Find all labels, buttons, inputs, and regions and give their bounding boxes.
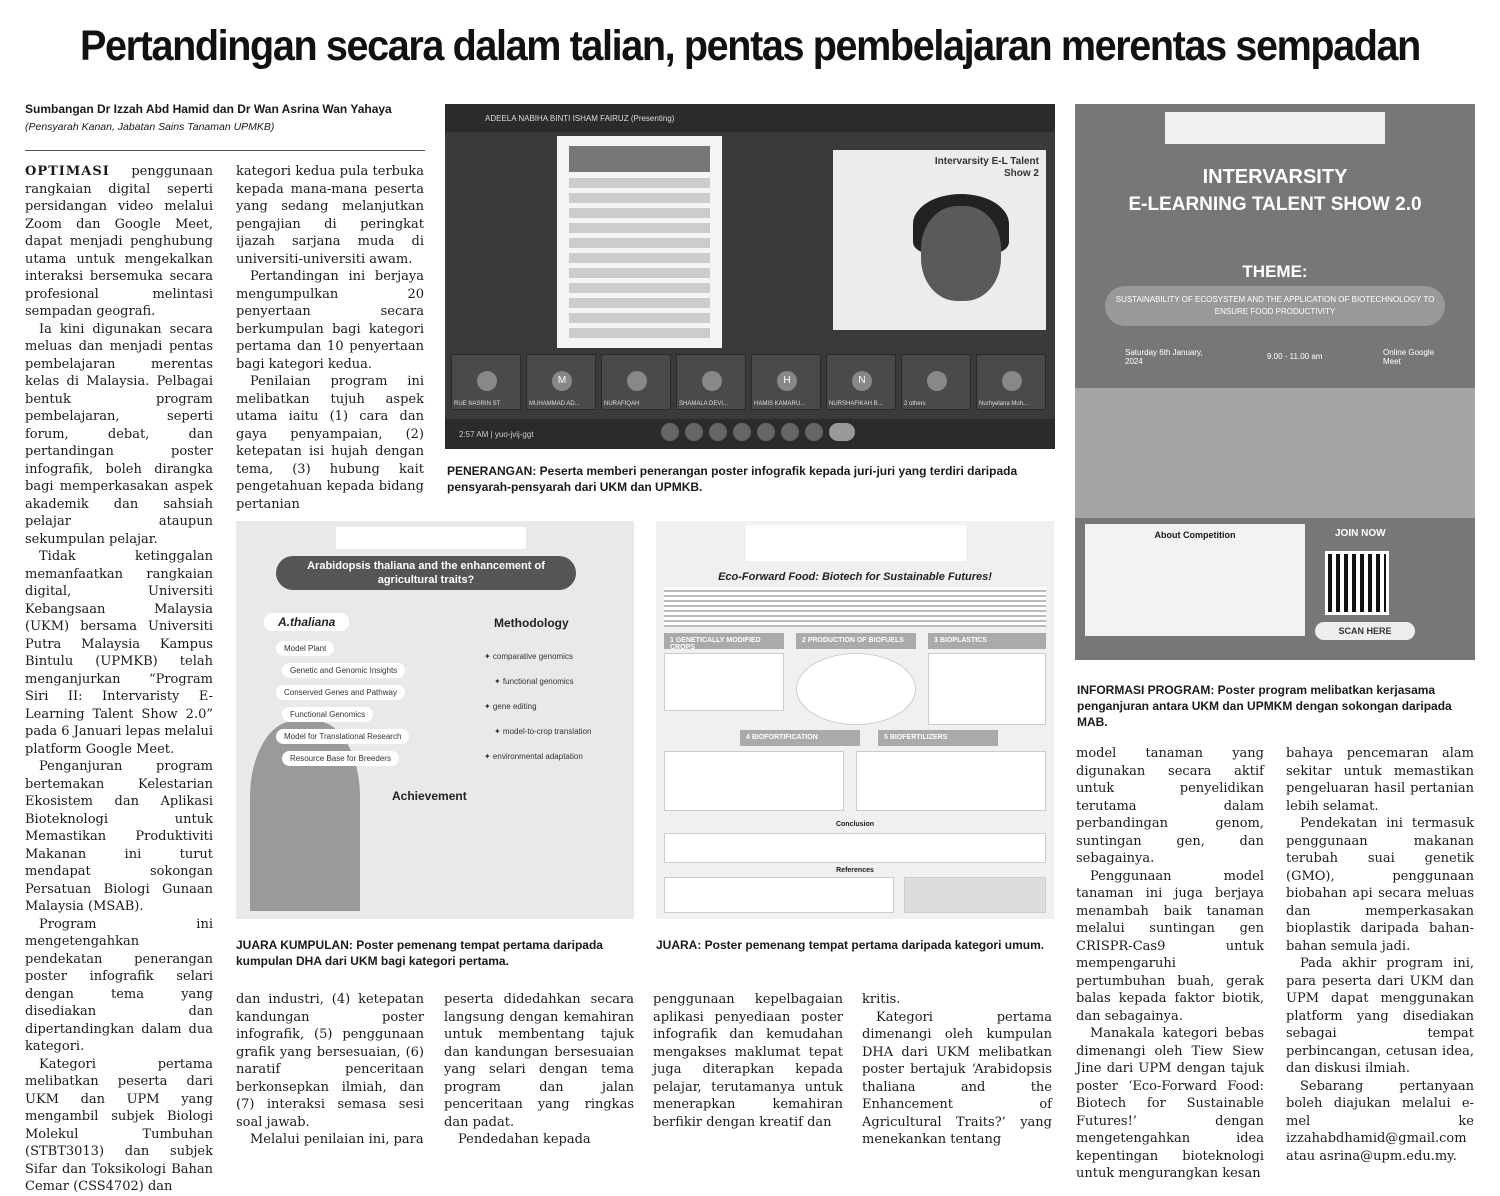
- paragraph: [653, 991, 843, 1131]
- paragraph-text: Pada akhir program ini, para peserta dari UKM dan UPM dapat menggunakan platform yang disediakan sebagai tempat perbincangan, cetusan idea, dan diskusi ilmiah.: [1286, 956, 1474, 1076]
- poster-a-methodology: Methodology: [494, 616, 569, 630]
- paragraph-text: Penilaian program ini melibatkan tujuh aspek utama iaitu (1) cara dan gaya penyampaian, (2) ketepatan isi hujah dengan tema, (3) hubung kait pengetahuan kepada bidang pertanian: [236, 374, 424, 512]
- article-column-6: [1076, 745, 1264, 1183]
- participant-name: NURSHAFIKAH B...: [829, 401, 883, 407]
- poster-a-method: ✦ functional genomics: [494, 677, 574, 686]
- participant-tile: [826, 354, 896, 410]
- paragraph: [444, 991, 634, 1131]
- step-4: 4 BIOFORTIFICATION: [740, 730, 860, 746]
- paragraph: [1286, 745, 1474, 815]
- article-column-2-top: [236, 163, 424, 513]
- captions-icon: [709, 423, 727, 441]
- end-call-icon: [829, 423, 855, 441]
- participant-tile: [526, 354, 596, 410]
- poster-a-title: Arabidopsis thaliana and the enhancement of agricultural traits?: [276, 556, 576, 590]
- paragraph-text: peserta didedahkan secara langsung dengan kemahiran untuk membentang tajuk dan kandungan bersesuaian yang selari dengan tema program dan jalan penceritaan yang ringkas dan padat.: [444, 992, 634, 1130]
- poster-a-item: Functional Genomics: [282, 707, 373, 722]
- participant-avatar: M: [552, 371, 572, 391]
- step-2: 2 PRODUCTION OF BIOFUELS: [796, 633, 916, 649]
- join-label: JOIN NOW: [1335, 528, 1386, 539]
- poster-a-item: Model for Translational Research: [276, 729, 409, 744]
- byline: Sumbangan Dr Izzah Abd Hamid dan Dr Wan Asrina Wan Yahaya: [25, 102, 392, 116]
- poster-theme: SUSTAINABILITY OF ECOSYSTEM AND THE APPLICATION OF BIOTECHNOLOGY TO ENSURE FOOD PRODUCTIVITY: [1105, 286, 1445, 326]
- poster-a-method: ✦ comparative genomics: [484, 652, 573, 661]
- participant-avatar: [1002, 371, 1022, 391]
- paragraph: [1286, 815, 1474, 955]
- paragraph: [444, 1131, 634, 1149]
- camera-label: Intervarsity E-L Talent Show 2: [934, 156, 1039, 179]
- paragraph-text: bahaya pencemaran alam sekitar untuk memastikan pengeluaran hasil pertanian lebih selamat.: [1286, 746, 1474, 814]
- paragraph: [25, 163, 213, 321]
- step-1-box: [664, 653, 784, 711]
- paragraph: [1076, 745, 1264, 868]
- paragraph-text: Ia kini digunakan secara meluas dan menjadi pentas pembelajaran merentas kelas di Malaysia. Pelbagai bentuk program pembelajaran, seperti forum, debat, dan pertandingan poster infografik, boleh dirangka bagi memperkasakan aspek akademik dan sahsiah pelajar ataupun sekumpulan pelajar.: [25, 321, 213, 547]
- poster-a-item: Resource Base for Breeders: [282, 751, 399, 766]
- step-3-box: [928, 653, 1046, 725]
- headline: Pertandingan secara dalam talian, pentas pembelajaran merentas sempadan: [80, 22, 1420, 70]
- poster-illustration: [1075, 388, 1475, 518]
- paragraph-text: model tanaman yang digunakan secara aktif untuk penyelidikan terutama dalam perbandingan genom, suntingan gen, dan sebagainya.: [1076, 746, 1264, 866]
- article-column-1: [25, 163, 213, 1196]
- paragraph-text: Melalui penilaian ini, para: [250, 1132, 424, 1147]
- paragraph-text: kritis.: [862, 992, 901, 1007]
- participant-avatar: [627, 371, 647, 391]
- author-box: [904, 877, 1046, 913]
- paragraph: [1076, 1025, 1264, 1183]
- step-3: 3 BIOPLASTICS: [928, 633, 1046, 649]
- article-column-4: [653, 991, 843, 1131]
- participant-name: RUE NASRIN ST: [454, 401, 501, 407]
- caption-informasi: INFORMASI PROGRAM: Poster program melibatkan kerjasama penganjuran antara UKM dan UPMKM dengan sokongan daripada MAB.: [1077, 683, 1452, 729]
- participant-name: HAMIS KAMARU...: [754, 401, 806, 407]
- article-column-2-bottom: [236, 991, 424, 1149]
- presenter-face: [921, 206, 1001, 301]
- references-box: [664, 877, 894, 913]
- participant-tiles: [451, 354, 1051, 410]
- paragraph-text: Tidak ketinggalan memanfaatkan rangkaian digital, Universiti Kebangsaan Malaysia (UKM) bersama Universiti Putra Malaysia Kampus Bintulu (UPMKB) telah menganjurkan “Program Siri II: Intervaristy E-Learning Talent Show 2.0” pada 6 Januari lepas melalui platform Google Meet.: [25, 549, 213, 757]
- zoom-screenshot: [445, 104, 1055, 449]
- camera-icon: [685, 423, 703, 441]
- shared-slide: [557, 136, 722, 348]
- paragraph: [1286, 1078, 1474, 1166]
- paragraph: [236, 991, 424, 1131]
- poster-eco-forward: [656, 521, 1054, 919]
- presenter-bar: ADEELA NABIHA BINTI ISHAM FAIRUZ (Presenting): [445, 104, 1055, 132]
- participant-name: Nurhyelana Moh...: [979, 401, 1029, 407]
- participant-name: NURAFIQAH: [604, 401, 640, 407]
- participant-avatar: [927, 371, 947, 391]
- participant-name: 2 others: [904, 401, 926, 407]
- cycle-diagram: [796, 653, 916, 725]
- paragraph: [236, 1131, 424, 1149]
- participant-name: SHAMALA DEVI...: [679, 401, 729, 407]
- participant-tile: [901, 354, 971, 410]
- paragraph: [236, 373, 424, 513]
- participant-tile: [676, 354, 746, 410]
- paragraph-text: Penganjuran program bertemakan Kelestarian Ekosistem dan Aplikasi Bioteknologi untuk Memastikan Produktiviti Makanan ini turut mendapat sokongan Persatuan Biologi Gunaan Malaysia (MSAB).: [25, 759, 213, 914]
- qr-code: [1325, 551, 1389, 615]
- poster-a-method: ✦ gene editing: [484, 702, 537, 711]
- poster-a-achievement: Achievement: [392, 789, 467, 803]
- paragraph-text: Kategori pertama dimenangi oleh kumpulan DHA dari UKM melibatkan poster bertajuk ‘Arabidopsis thaliana and the Enhancement of Agricultural Traits?’ yang menekankan tentang: [862, 1009, 1052, 1147]
- program-poster: [1075, 104, 1475, 660]
- lead-word: OPTIMASI: [25, 164, 110, 179]
- step-4-box: [664, 751, 844, 811]
- paragraph: [25, 548, 213, 758]
- poster-event-info: [1075, 348, 1475, 372]
- article-column-3: [444, 991, 634, 1149]
- poster-date: Saturday 6th January, 2024: [1125, 348, 1203, 366]
- participant-tile: [601, 354, 671, 410]
- step-5-box: [856, 751, 1046, 811]
- plant-illustration: [250, 721, 360, 911]
- poster-title-1: INTERVARSITY: [1202, 166, 1348, 188]
- poster-b-logos: [746, 525, 966, 561]
- poster-a-item: Model Plant: [276, 641, 334, 656]
- paragraph: [25, 321, 213, 549]
- byline-rule: [25, 150, 425, 151]
- poster-time: 9.00 - 11.00 am: [1267, 352, 1323, 361]
- participant-name: MUHAMMAD AD...: [529, 401, 580, 407]
- participant-tile: [751, 354, 821, 410]
- poster-b-conclusion: Conclusion: [835, 821, 875, 828]
- more-icon: [805, 423, 823, 441]
- step-1: 1 GENETICALLY MODIFIED CROPS: [664, 633, 784, 649]
- byline-affiliation: (Pensyarah Kanan, Jabatan Sains Tanaman UPMKB): [25, 121, 275, 133]
- paragraph: [1076, 868, 1264, 1026]
- participant-tile: [451, 354, 521, 410]
- paragraph-text: Program ini mengetengahkan pendekatan penerangan poster infografik selari dengan tema yang disediakan dan dipertandingkan dalam dua kategori.: [25, 916, 213, 1054]
- participant-avatar: [477, 371, 497, 391]
- participant-avatar: [702, 371, 722, 391]
- paragraph: [236, 268, 424, 373]
- paragraph-text: Pendedahan kepada: [458, 1132, 591, 1147]
- paragraph: [1286, 955, 1474, 1078]
- caption-penerangan: PENERANGAN: Peserta memberi penerangan poster infografik kepada juri-juri yang terdiri daripada pensyarah-pensyarah dari UKM dan UPMKB.: [447, 464, 1018, 494]
- conclusion-box: [664, 833, 1046, 863]
- paragraph-text: Manakala kategori bebas dimenangi oleh Tiew Siew Jine dari UPM dengan tajuk poster ‘Eco-Forward Food: Biotech for Sustainable Futures!’ dengan mengetengahkan idea kepentingan bioteknologi untuk mengurangkan kesan: [1076, 1026, 1264, 1181]
- meeting-code: 2:57 AM | yuo-jvij-ggt: [445, 419, 1055, 449]
- paragraph-text: Pendekatan ini termasuk penggunaan makanan terubah suai genetik (GMO), penggunaan biobahan api secara meluas dan memperkasakan bioplastik daripada bahan-bahan semula jadi.: [1286, 816, 1474, 954]
- participant-avatar: N: [852, 371, 872, 391]
- presenter-camera: [833, 150, 1046, 330]
- participant-avatar: H: [777, 371, 797, 391]
- article-column-7: [1286, 745, 1474, 1165]
- about-title: About Competition: [1154, 530, 1236, 540]
- paragraph: [25, 1056, 213, 1196]
- poster-a-item: Genetic and Genomic Insights: [282, 663, 405, 678]
- paragraph-text: Sebarang pertanyaan boleh diajukan melalui e-mel ke izzahabdhamid@gmail.com atau asrina@upm.edu.my.: [1286, 1078, 1474, 1164]
- poster-b-references: References: [836, 867, 874, 874]
- participant-tile: [976, 354, 1046, 410]
- poster-a-method: ✦ environmental adaptation: [484, 752, 583, 761]
- paragraph-text: dan industri, (4) ketepatan kandungan poster infografik, (5) penggunaan grafik yang bersesuaian, (6) naratif penceritaan berkonsepkan ilmiah, dan (7) interaksi semasa sesi soal jawab.: [236, 992, 424, 1130]
- present-icon: [757, 423, 775, 441]
- emoji-icon: [733, 423, 751, 441]
- caption-juara: JUARA: Poster pemenang tempat pertama daripada kategori umum.: [656, 938, 1045, 952]
- mic-icon: [661, 423, 679, 441]
- caption-juara-kumpulan: JUARA KUMPULAN: Poster pemenang tempat pertama daripada kumpulan DHA dari UKM bagi kategori pertama.: [236, 938, 603, 968]
- paragraph: [236, 163, 424, 268]
- poster-a-species: A.thaliana: [264, 613, 349, 631]
- about-panel: [1085, 524, 1305, 636]
- paragraph-text: kategori kedua pula terbuka kepada mana-mana peserta yang sedang melanjutkan pengajian di peringkat ijazah sarjana muda di universiti-universiti awam.: [236, 164, 424, 267]
- article-column-5: [862, 991, 1052, 1149]
- hand-icon: [781, 423, 799, 441]
- scan-label: SCAN HERE: [1315, 622, 1415, 640]
- poster-venue: Online Google Meet: [1383, 348, 1435, 366]
- paragraph-text: Kategori pertama melibatkan peserta dari UKM dan UPM yang mengambil subjek Biologi Molekul Tumbuhan (STBT3013) dan subjek Sifar dan Toksikologi Bahan Cemar (CSS4702) dan: [25, 1056, 213, 1194]
- poster-a-method: ✦ model-to-crop translation: [494, 727, 592, 736]
- poster-b-intro: [664, 587, 1046, 627]
- paragraph-text: penggunaan kepelbagaian aplikasi penyediaan poster infografik dan kemudahan mengakses maklumat tepat juga diterapkan kepada pelajar, terutamanya untuk menerapkan kemahiran berfikir dengan kreatif dan: [653, 992, 843, 1130]
- paragraph: [25, 916, 213, 1056]
- step-5: 5 BIOFERTILIZERS: [878, 730, 998, 746]
- paragraph: [862, 1009, 1052, 1149]
- paragraph-text: Penggunaan model tanaman ini juga berjaya menambah baik tanaman melalui suntingan gen CRISPR-Cas9 untuk mempengaruhi pertumbuhan buah, gerak balas kepada faktor biotik, dan sebagainya.: [1076, 868, 1264, 1024]
- poster-a-logos: [336, 527, 526, 549]
- poster-b-title: Eco-Forward Food: Biotech for Sustainable Futures!: [718, 571, 992, 583]
- poster-a-item: Conserved Genes and Pathway: [276, 685, 405, 700]
- paragraph-text: Pertandingan ini berjaya mengumpulkan 20 penyertaan secara berkumpulan bagi kategori pertama dan 10 penyertaan bagi kategori kedua.: [236, 269, 424, 372]
- paragraph: [25, 758, 213, 916]
- paragraph: [862, 991, 1052, 1009]
- poster-arabidopsis: [236, 521, 634, 919]
- poster-theme-label: THEME:: [1242, 262, 1308, 281]
- sponsor-logos: [1165, 112, 1385, 144]
- paragraph-text: penggunaan rangkaian digital seperti persidangan video melalui Zoom dan Google Meet, dapat menjadi penghubung utama untuk mengekalkan interaksi bersemuka secara profesional melintasi sempadan geografi.: [25, 164, 213, 319]
- poster-title-2: E-LEARNING TALENT SHOW 2.0: [1128, 194, 1422, 215]
